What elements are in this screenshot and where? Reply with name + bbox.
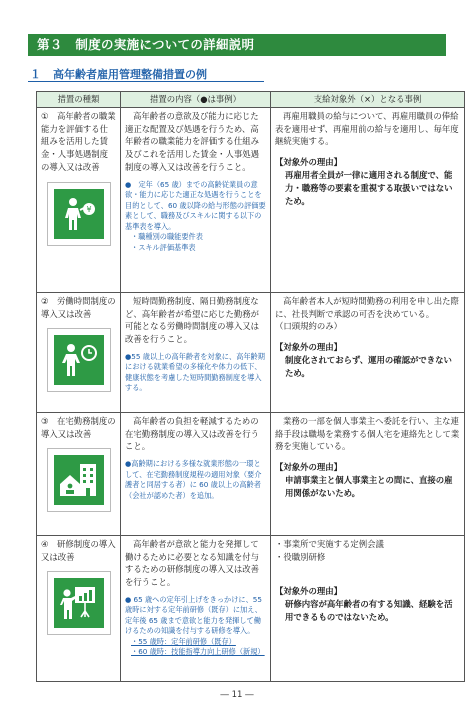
page-number: ― 11 ― — [220, 690, 254, 700]
table-header-row — [37, 92, 465, 108]
example-lead: ● 定年（65 歳）までの高齢従業員の意欲・能力に応じた適正な処遇を行うことを目的として、60 歳以降の給与形態の評価要素として、職務及びスキルに関する以下の基準表を導入。 — [125, 179, 266, 231]
section-heading — [30, 66, 207, 82]
example-item: ・55 歳時：定年前研修（既存） — [131, 636, 236, 646]
target-cell — [271, 107, 465, 292]
reason-title: 【対象外の理由】 — [275, 342, 342, 353]
home-and-office-icon — [54, 455, 104, 505]
example-lead: ●高齢期における多様な就業形態の一環として、在宅勤務制度規程の適用対象（要介護者と同居する者）に 60 歳以上の高齢者（会社が認めた者）を追加。 — [125, 459, 262, 500]
target-line: ・役職別研修 — [275, 551, 326, 562]
row-number: ② — [41, 295, 49, 306]
example-note — [125, 352, 266, 394]
example-item: ・職種別の職能要件表 — [131, 232, 203, 242]
icon-frame — [47, 328, 111, 392]
target-cell — [271, 535, 465, 681]
content-text: 短時間勤務制度、隔日勤務制度など、高年齢者が希望に応じた勤務が可能となる労働時間制度の導入又は改善を行うこと。 — [125, 295, 259, 345]
target-text: 高年齢者本人が短時間勤務の利用を申し出た際に、社長判断で承認の可否を決めている。 — [275, 295, 459, 319]
measures-table — [36, 91, 465, 682]
example-item: ・60 歳時：技能指導力向上研修（新規） — [131, 647, 265, 657]
example-lead: ●55 歳以上の高年齢者を対象に、高年齢期における就業希望の多様化や体力の低下、健康状態を考慮した短時間勤務制度を導入する。 — [125, 351, 265, 393]
example-note — [125, 459, 266, 501]
kind-label: 在宅勤務制度の導入又は改善 — [41, 415, 116, 439]
icon-frame — [47, 571, 111, 635]
table-row — [37, 107, 465, 292]
example-lead: ● 65 歳への定年引上げをきっかけに、55 歳時に対する定年前研修（既存）に加え、定年後 65 歳まで意欲と能力を発揮して働けるための知識を付与する研修を導入。 — [125, 594, 262, 636]
target-line: ・事業所で実施する定例会議 — [275, 538, 384, 549]
header-content: 措置の内容（●は事例） — [121, 92, 271, 108]
content-cell — [121, 107, 271, 292]
content-cell — [121, 292, 271, 412]
target-text: 業務の一部を個人事業主へ委託を行い、主な連絡手段は職場を業務する個人宅を連絡先として業務を実施している。 — [275, 415, 460, 452]
icon-frame — [47, 182, 111, 246]
content-text: 高年齢者の負担を軽減するための在宅勤務制度の導入又は改善を行うこと。 — [125, 415, 259, 452]
reason-title: 【対象外の理由】 — [275, 462, 342, 473]
table-row — [37, 292, 465, 412]
header-target: 支給対象外（×）となる事例 — [271, 92, 465, 108]
reason-title: 【対象外の理由】 — [275, 586, 342, 597]
reason-body: 申請事業主と個人事業主との間に、直接の雇用関係がないため。 — [285, 474, 453, 498]
target-line: （口頭規約のみ） — [275, 321, 342, 332]
example-note — [125, 180, 266, 254]
icon-frame — [47, 448, 111, 512]
target-cell — [271, 412, 465, 535]
kind-cell — [37, 535, 121, 681]
person-presenting-chart-icon — [54, 578, 104, 628]
kind-label: 高年齢者の職業能力を評価する仕組みを活用した賃金・人事処遇制度の導入又は改善 — [41, 110, 116, 172]
person-with-clock-icon — [54, 335, 104, 385]
kind-cell — [37, 292, 121, 412]
section-title: 高年齢者雇用管理整備措置の例 — [53, 68, 207, 81]
content-cell — [121, 412, 271, 535]
reason-body: 制度化されておらず、運用の確認ができないため。 — [285, 354, 452, 378]
content-text: 高年齢者が意欲と能力を発揮して働けるために必要となる知識を付与するための研修制度の導入又は改善を行うこと。 — [125, 538, 259, 588]
example-note — [125, 595, 266, 658]
chapter-title-bar: 第３ 制度の実施についての詳細説明 — [28, 34, 446, 56]
kind-label: 研修制度の導入又は改善 — [41, 538, 116, 562]
table-row — [37, 535, 465, 681]
kind-cell — [37, 412, 121, 535]
example-item: ・スキル評価基準表 — [131, 242, 196, 252]
header-kind: 措置の種類 — [37, 92, 121, 108]
kind-label: 労働時間制度の導入又は改善 — [41, 295, 116, 319]
reason-body: 研修内容が高年齢者の有する知識、経験を活用できるものではないため。 — [285, 599, 453, 622]
table-row — [37, 412, 465, 535]
svg-text:¥: ¥ — [85, 204, 92, 214]
row-number: ① — [41, 110, 49, 121]
kind-cell — [37, 107, 121, 292]
content-text: 高年齢者の意欲及び能力に応じた適正な配置及び処遇を行うため、高年齢者の職業能力を評価する仕組み及びこれを活用した賃金・人事処遇制度の導入又は改善を行うこと。 — [125, 110, 259, 172]
reason-title: 【対象外の理由】 — [275, 157, 342, 168]
row-number: ③ — [41, 415, 49, 426]
person-with-moneybag-icon — [54, 189, 104, 239]
row-number: ④ — [41, 538, 49, 549]
content-cell — [121, 535, 271, 681]
section-underline — [28, 81, 264, 82]
target-cell — [271, 292, 465, 412]
section-number: １ — [30, 68, 41, 81]
target-text: 再雇用職員の給与について、再雇用職員の俸給表を適用せず、再雇用前の給与を適用し、毎年度継続実施する。 — [275, 110, 459, 147]
reason-body: 再雇用者全員が一律に適用される制度で、能力・職務等の要素を重視する取扱いではないため。 — [285, 169, 453, 206]
